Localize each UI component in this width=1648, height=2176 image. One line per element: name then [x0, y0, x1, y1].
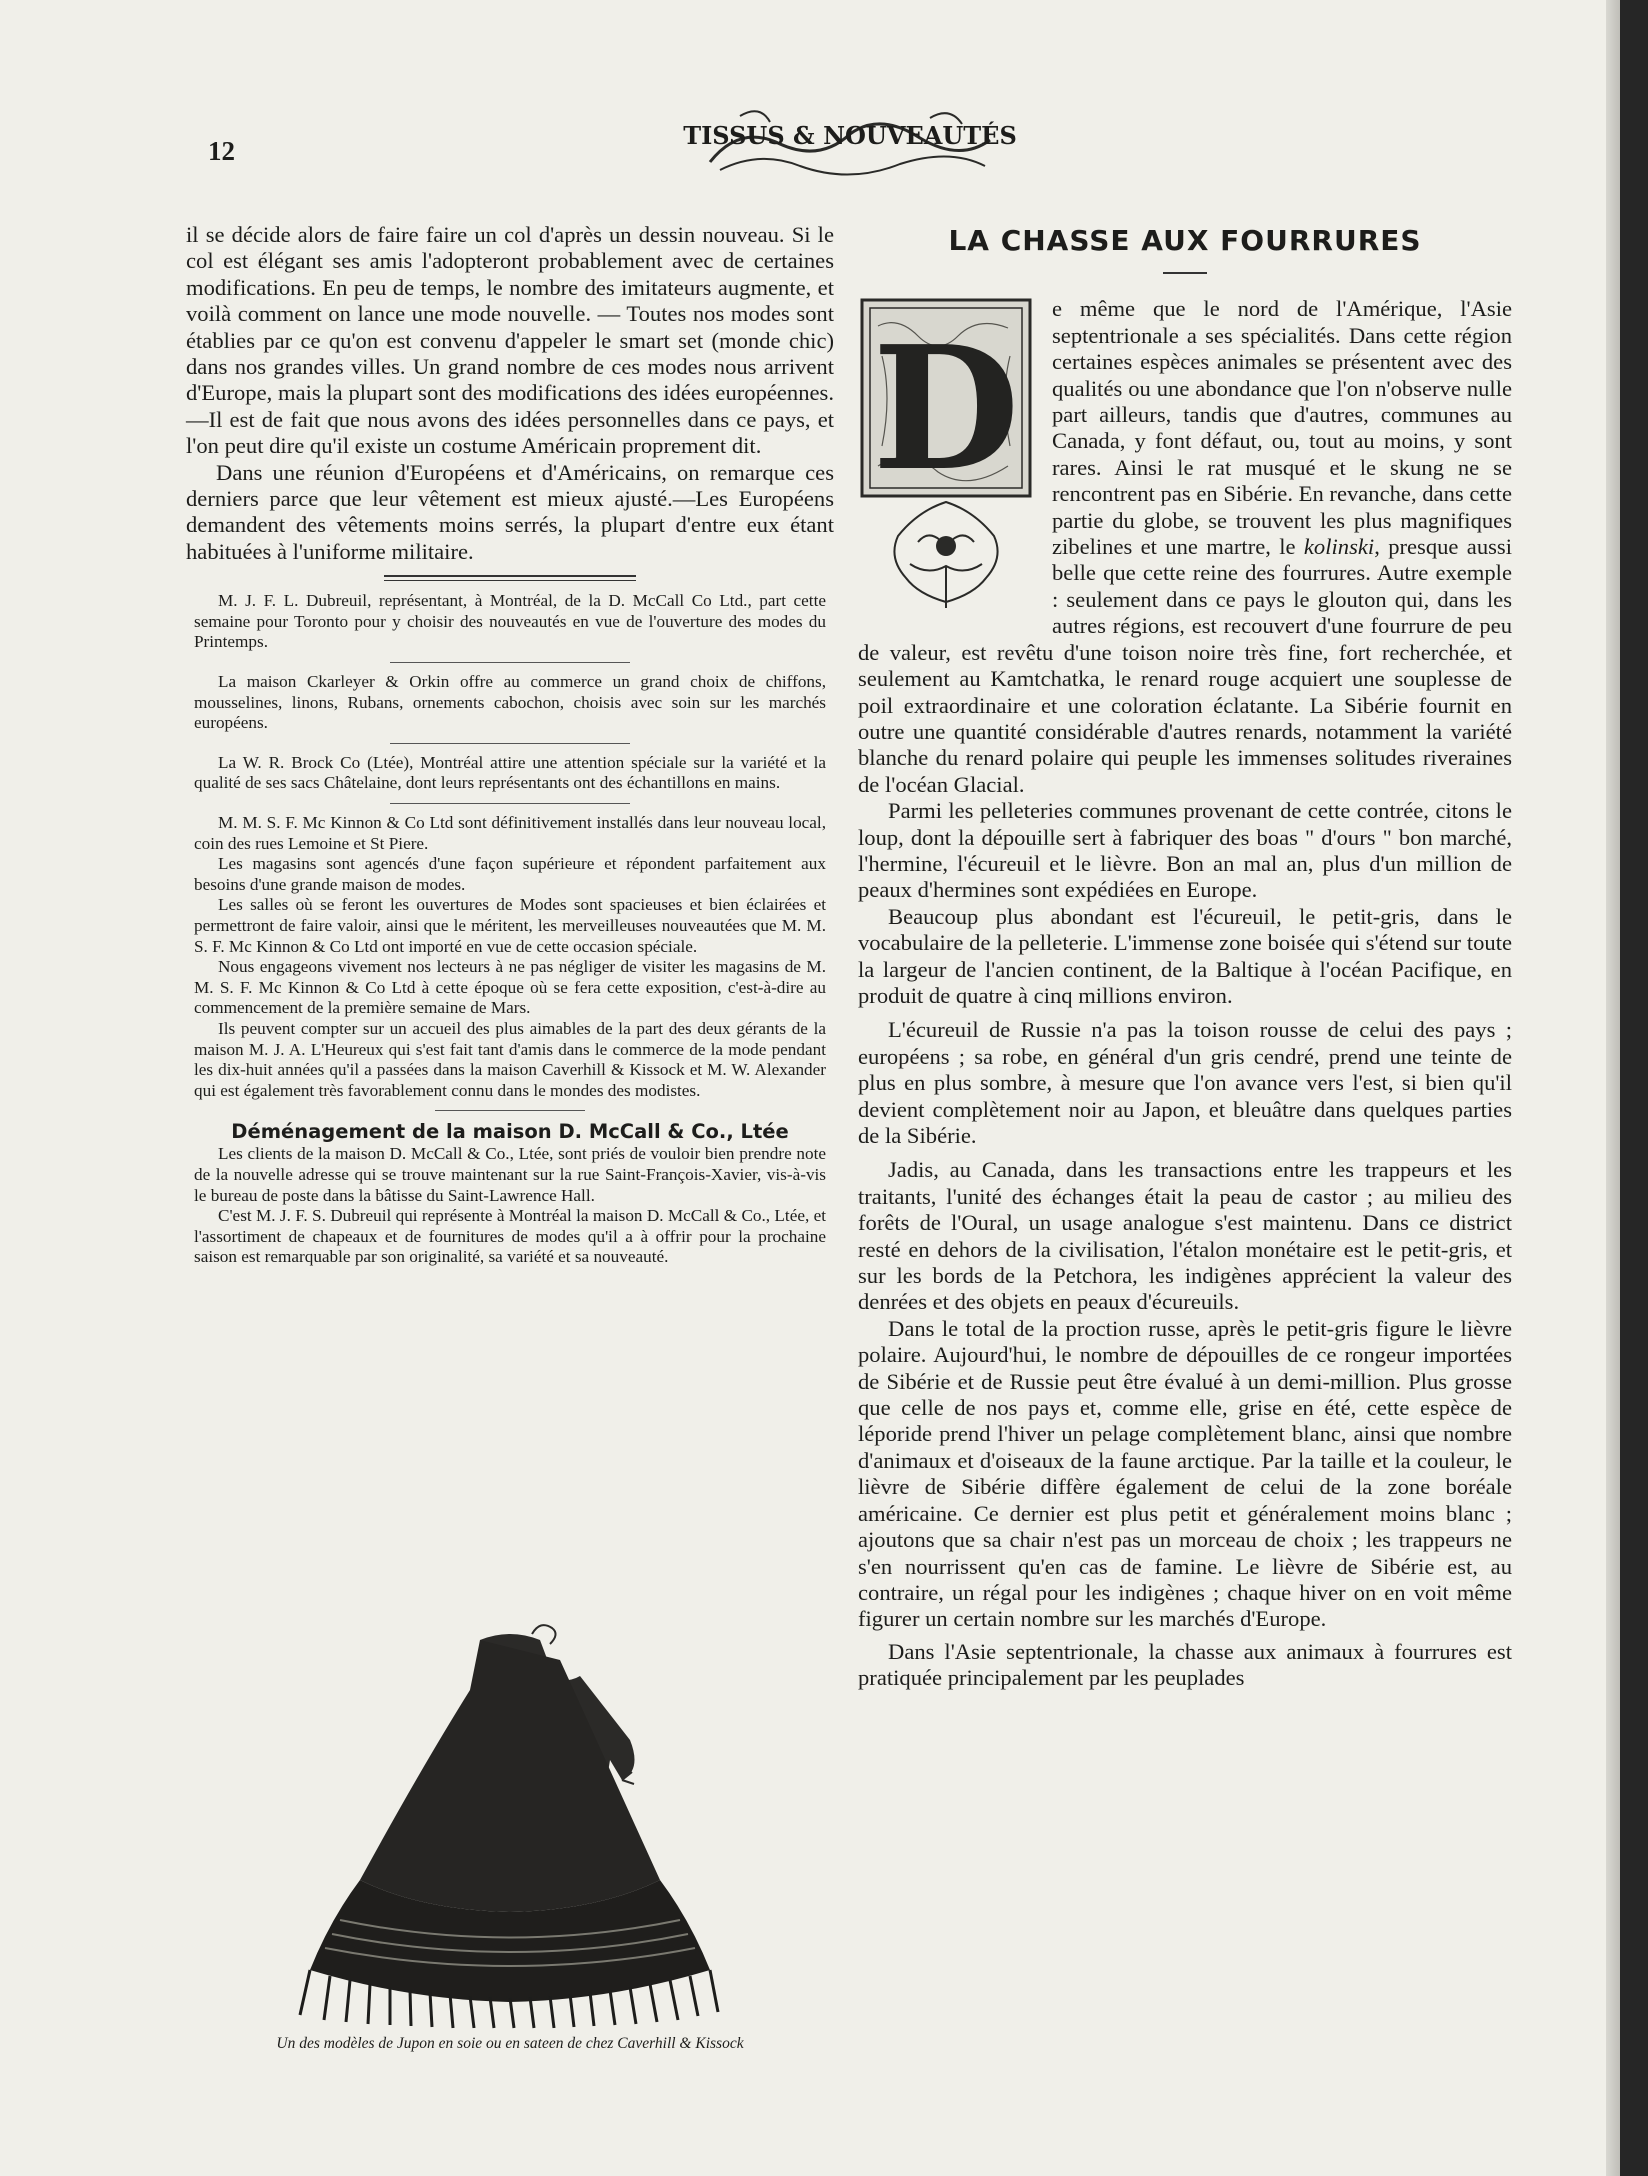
notice-divider [435, 1110, 585, 1111]
notice-mckinnon-1: M. M. S. F. Mc Kinnon & Co Ltd sont définitivement installés dans leur nouveau local, coin des rues Lemoine et St Piere. [194, 813, 826, 853]
notice-divider [390, 743, 630, 744]
right-paragraph-1 [858, 296, 1512, 798]
right-paragraph-6: Dans le total de la proction russe, après le petit-gris figure le lièvre polaire. Aujourd'hui, le nombre de dépouilles de ce rongeur importées de Sibérie et de Russie peut être évalué à un demi-million. Plus grosse que celle de nos pays et, comme elle, grise en été, cette espèce de léporide prend l'hiver un pelage complètement blanc, ainsi que nombre d'animaux et d'oiseaux de la faune arctique. Par la taille et la couleur, le lièvre de Sibérie diffère également de celui de la zone boréale américaine. Ce dernier est plus petit et généralement moins blanc ; ajoutons que sa chair n'est pas un morceau de choix ; les trappeurs ne s'en nourrissent qu'en cas de famine. Le lièvre de Sibérie est, au contraire, un régal pour les indigènes ; chaque hiver on en voit même figurer un certain nombre sur les marchés d'Europe. [858, 1315, 1512, 1632]
right-paragraph-1-end: , presque aussi belle que cette reine des fourrures. Autre exemple : seulement dans ce pays le glouton qui, dans les autres régions, est recouvert d'une fourrure de peu de valeur, est revêtu d'une toison noire très fine, fort recherchée, et seulement au Kamtchatka, le renard rouge acquiert une souplesse de poil extraordinaire et une coloration éclatante. La Sibérie fournit en outre une quantité considérable d'autres renards, notamment la variété blanche du renard polaire qui peuple les immenses solitudes riveraines de l'océan Glacial. [858, 534, 1512, 797]
notice-mckinnon-3: Les salles où se feront les ouvertures de Modes sont spacieuses et bien éclairées et permettront de faire valoir, ainsi que le méritent, les merveilleuses nouveautées que M. M. S. F. Mc Kinnon & Co Ltd ont importé en vue de cette occasion spéciale. [194, 895, 826, 956]
notice-brock: La W. R. Brock Co (Ltée), Montréal attire une attention spéciale sur la variété et la qualité de ses sacs Châtelaine, dont leurs représentants ont des échantillons en mains. [194, 752, 826, 793]
figure-caption: Un des modèles de Jupon en soie ou en sateen de chez Caverhill & Kissock [276, 2035, 744, 2052]
kolinski-term: kolinski [1303, 534, 1375, 560]
section-divider [384, 575, 636, 581]
title-divider [1163, 272, 1207, 274]
right-column [858, 222, 1512, 1692]
notice-mckinnon-2: Les magasins sont agencés d'une façon supérieure et répondent parfaitement aux besoins d'une grande maison de modes. [194, 854, 826, 894]
petticoat-illustration [270, 1620, 750, 2030]
notice-dubreuil: M. J. F. L. Dubreuil, représentant, à Montréal, de la D. McCall Co Ltd., part cette semaine pour Toronto pour y choisir des nouveautés en vue de l'ouverture des modes du Printemps. [194, 591, 826, 652]
ornamental-dropcap [858, 296, 1040, 616]
move-notice-heading: Déménagement de la maison D. McCall & Co., Ltée [231, 1120, 789, 1144]
notice-divider [390, 662, 630, 663]
notice-mckinnon-4: Nous engageons vivement nos lecteurs à ne pas négliger de visiter les magasins de M. M. S. F. Mc Kinnon & Co Ltd à cette époque où se fera cette exposition, c'est-à-dire au commencement de la première semaine de Mars. [194, 957, 826, 1018]
dropcap-letter: D [872, 309, 1020, 510]
notice-ckarleyer: La maison Ckarleyer & Orkin offre au commerce un grand choix de chiffons, mousselines, linons, Rubans, ornements cabochon, choisis avec soin sur les marchés européens. [194, 672, 826, 733]
article-title: LA CHASSE AUX FOURRURES [948, 224, 1422, 257]
notice-divider [390, 803, 630, 804]
notices [194, 591, 826, 1101]
move-notice-paragraph-1: Les clients de la maison D. McCall & Co., Ltée, sont priés de vouloir bien prendre note de la nouvelle adresse qui se trouve maintenant sur la rue Saint-François-Xavier, vis-à-vis le bureau de poste dans la bâtisse du Saint-Lawrence Hall. [194, 1144, 826, 1205]
right-paragraph-5: Jadis, au Canada, dans les transactions entre les trappeurs et les traitants, l'unité des échanges était la peau de castor ; au milieu des forêts de l'Oural, un usage analogue s'est maintenu. Dans ce district resté en dehors de la civilisation, l'étalon monétaire est le petit-gris, et sur les bords de la Petchora, les indigènes apprécient la valeur des denrées et des objets en peaux d'écureuils. [858, 1157, 1512, 1315]
move-notice [194, 1144, 826, 1268]
left-paragraph-2: Dans une réunion d'Européens et d'Américains, on remarque ces derniers parce que leur vêtement est mieux ajusté.—Les Européens demandent des vêtements moins serrés, la plupart d'entre eux étant habituées à l'uniforme militaire. [186, 459, 834, 564]
right-paragraph-1-body: e même que le nord de l'Amérique, l'Asie septentrionale a ses spécialités. Dans cette région certaines espèces animales se présentent avec des qualités ou une abondance que l'on n'observe nulle part ailleurs, tandis que d'autres, communes au Canada, y font défaut, ou, tout au moins, y sont rares. Ainsi le rat musqué et le skung ne se rencontrent pas en Sibérie. En revanche, dans cette partie du globe, se trouvent les plus magnifiques zibelines et une martre, le [1052, 296, 1512, 560]
right-paragraph-2: Parmi les pelleteries communes provenant de cette contrée, citons le loup, dont la dépouille sert à fabriquer des boas " d'ours " bon marché, l'hermine, l'écureuil et le lièvre. Bon an mal an, plus d'un million de peaux d'hermines sont expédiées en Europe. [858, 798, 1512, 903]
right-paragraph-7: Dans l'Asie septentrionale, la chasse aux animaux à fourrures est pratiquée principalement par les peuplades [858, 1638, 1512, 1691]
masthead-text: TISSUS & NOUVEAUTÉS [683, 121, 1017, 150]
page-number: 12 [208, 136, 235, 166]
right-paragraph-3: Beaucoup plus abondant est l'écureuil, le petit-gris, dans le vocabulaire de la pelleterie. L'immense zone boisée qui s'étend sur toute la largeur de l'ancien continent, de la Baltique à l'océan Pacifique, en produit de quatre à cinq millions environ. [858, 903, 1512, 1008]
left-paragraph-1: il se décide alors de faire faire un col d'après un dessin nouveau. Si le col est élégant ses amis l'adopteront probablement avec de certaines modifications. En peu de temps, le nombre des imitateurs augmente, et voilà comment on lance une mode nouvelle. — Toutes nos modes sont établies par ce qu'on est convenu d'appeler le smart set (monde chic) dans nos grandes villes. Un grand nombre de ces modes nous arrivent d'Europe, mais la plupart sont des modifications des idées européennes.—Il est de fait que nous avons des idées personnelles dans ce pays, et l'on peut dire qu'il existe un costume Américain proprement dit. [186, 222, 834, 459]
move-notice-paragraph-2: C'est M. J. F. S. Dubreuil qui représente à Montréal la maison D. McCall & Co., Ltée, et l'assortiment de chapeaux et de fournitures de modes qu'il a à offrir pour la prochaine saison est remarquable par son originalité, sa variété et sa nouveauté. [194, 1206, 826, 1267]
masthead-logo [683, 104, 1017, 184]
notice-mckinnon-5: Ils peuvent compter sur un accueil des plus aimables de la part des deux gérants de la maison M. J. A. L'Heureux qui s'est fait tant d'amis dans le commerce de la mode pendant les dix-huit années qu'il a passées dans la maison Caverhill & Kissock et M. W. Alexander qui est également très favorablement connu dans le mondes des modistes. [194, 1018, 826, 1100]
page-edge-shadow [1606, 0, 1620, 2176]
right-paragraph-4: L'écureuil de Russie n'a pas la toison rousse de celui des pays ; européens ; sa robe, en général d'un gris cendré, prend une teinte de plus en plus sombre, à mesure que l'on avance vers l'est, si bien qu'il devient complètement noir au Japon, et bleuâtre dans quelques parties de la Sibérie. [858, 1017, 1512, 1148]
scan-border [1620, 0, 1648, 2176]
left-column [186, 222, 834, 1268]
